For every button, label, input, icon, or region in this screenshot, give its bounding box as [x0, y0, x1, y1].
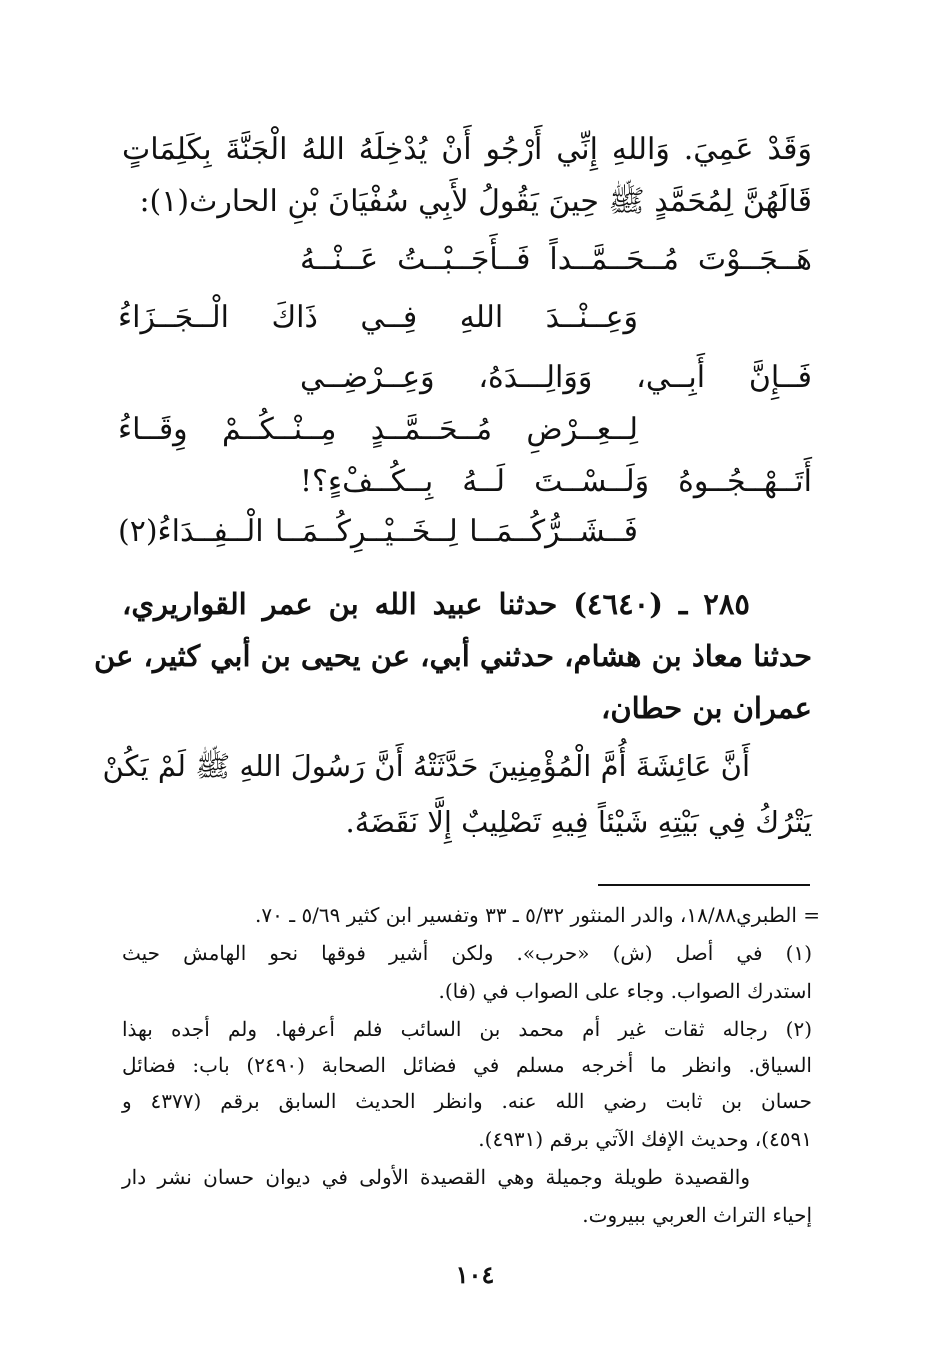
- hadith-matn: يَتْرُكُ فِي بَيْتِهِ شَيْئاً فِيهِ تَصْلِيبٌ إِلَّا نَقَضَهُ.: [345, 805, 812, 839]
- poem-line: لِــعِــرْضِ مُــحَــمَّــدٍ مِــنْــكُــمْ وِقَــاءُ: [118, 412, 638, 447]
- footnote-line: استدرك الصواب. وجاء على الصواب في (فا).: [438, 979, 812, 1003]
- page-number: ١٠٤: [455, 1260, 495, 1289]
- footnote-separator: [598, 884, 810, 886]
- hadith-isnad: حدثنا معاذ بن هشام، حدثني أبي، عن يحيى بن أبي كثير، عن: [94, 639, 812, 673]
- footnote-line: إحياء التراث العربي ببيروت.: [582, 1203, 812, 1227]
- poem-line: وَعِــنْــدَ اللهِ فِــي ذَاكَ الْــجَــزَاءُ: [118, 300, 638, 335]
- hadith-isnad: ٢٨٥ ـ (٤٦٤٠) حدثنا عبيد الله بن عمر القواريري،: [122, 587, 750, 621]
- footnote-line: (٢) رجاله ثقات غير أم محمد بن السائب فلم أعرفها. ولم أجده بهذا: [122, 1017, 812, 1041]
- poem-line: هَــجَــوْتَ مُــحَــمَّــداً فَــأَجَــبْــتُ عَــنْــهُ: [300, 242, 812, 277]
- footnote-line: حسان بن ثابت رضي الله عنه. وانظر الحديث السابق برقم (٤٣٧٧ و: [122, 1089, 812, 1113]
- footnote-line: والقصيدة طويلة وجميلة وهي القصيدة الأولى في ديوان حسان نشر دار: [122, 1165, 750, 1189]
- poem-line: فَــإِنَّ أَبِــي، وَوَالِـــدَهُ، وَعِــرْضِــي: [300, 360, 812, 395]
- text-line: قَالَهُنَّ لِمُحَمَّدٍ ﷺ حِينَ يَقُولُ لأَبِي سُفْيَانَ بْنِ الحارث(١):: [139, 184, 812, 219]
- footnote-line: ٤٥٩١)، وحديث الإفك الآتي برقم (٤٩٣١).: [478, 1127, 812, 1151]
- footnote-line: = الطبري١٨/٨٨، والدر المنثور ٥/٣٢ ـ ٣٣ وتفسير ابن كثير ٥/٦٩ ـ ٧٠.: [255, 903, 820, 927]
- hadith-matn: أَنَّ عَائِشَةَ أُمَّ الْمُؤْمِنِينَ حَدَّثَتْهُ أَنَّ رَسُولَ اللهِ ﷺ لَمْ يَكُنْ: [102, 749, 750, 783]
- footnote-line: السياق. وانظر ما أخرجه مسلم في فضائل الصحابة (٢٤٩٠) باب: فضائل: [122, 1053, 812, 1077]
- poem-line: أَتَــهْــجُــوهُ وَلَــسْــتَ لَــهُ بِــكُــفْءٍ؟!: [300, 464, 812, 499]
- poem-line: فَــشَــرُّكُــمَــا لِــخَــيْــرِكُــمَــا الْــفِــدَاءُ(٢): [118, 514, 638, 549]
- footnote-line: (١) في أصل (ش) «حرب». ولكن أشير فوقها نحو الهامش حيث: [122, 941, 812, 965]
- text-line: وَقَدْ عَمِيَ. وَاللهِ إِنِّي أَرْجُو أَنْ يُدْخِلَهُ اللهُ الْجَنَّةَ بِكَلِمَاتٍ: [122, 132, 812, 167]
- hadith-isnad: عمران بن حطان،: [601, 691, 812, 725]
